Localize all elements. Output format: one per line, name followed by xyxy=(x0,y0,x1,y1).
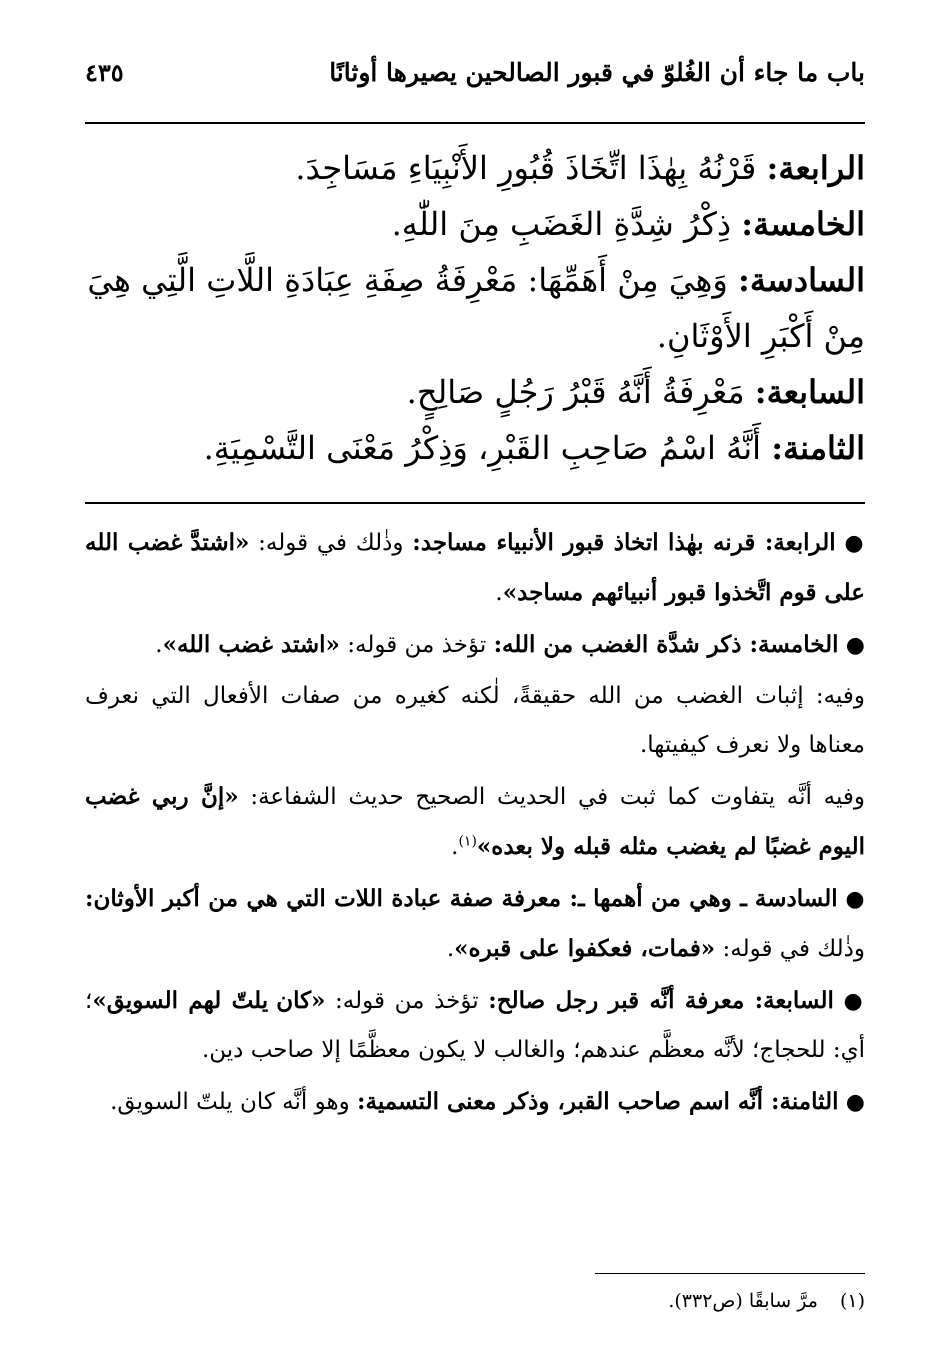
matn-body: قَرْنُهُ بِهٰذَا اتِّخَاذَ قُبُورِ الأَنْبِيَاءِ مَسَاجِدَ. xyxy=(295,149,767,187)
matn-line xyxy=(85,420,865,476)
commentary-text: وفيه أنَّه يتفاوت كما ثبت في الحديث الصحيح حديث الشفاعة: xyxy=(238,784,865,810)
commentary-text: وهو أنَّه كان يلتّ السويق. xyxy=(110,1089,358,1115)
commentary-paragraph xyxy=(85,976,865,1075)
commentary-text: وذٰلك في قوله: xyxy=(715,936,865,962)
hadith-quote: «إنَّ ربي غضب اليوم غضبًا لم يغضب مثله قبله ولا بعده» xyxy=(85,783,865,860)
bullet-icon: ● xyxy=(843,989,865,1014)
commentary-text: وذٰلك في قوله: xyxy=(249,530,413,556)
page-header xyxy=(85,58,865,98)
matn-line xyxy=(85,364,865,420)
commentary-paragraph xyxy=(85,518,865,618)
footnote-text: مرَّ سابقًا (ص٣٣٢). xyxy=(668,1290,818,1312)
running-title: باب ما جاء أن الغُلوّ في قبور الصالحين يصيرها أوثانًا xyxy=(329,58,865,87)
commentary-text: . xyxy=(155,632,163,658)
matn-label: الرابعة: xyxy=(766,149,865,187)
commentary-heading: الثامنة: أنَّه اسم صاحب القبر، وذكر معنى التسمية: xyxy=(357,1088,839,1115)
commentary-text: وفيه: إثبات الغضب من الله حقيقةً، لٰكنه كغيره من صفات الأفعال التي نعرف معناها ولا نعرف كيفيتها. xyxy=(85,683,865,758)
commentary-paragraph xyxy=(85,772,865,872)
page-number: ٤٣٥ xyxy=(85,58,124,87)
footnote xyxy=(85,1290,865,1312)
matn-label: الثامنة: xyxy=(771,429,865,467)
section-rule xyxy=(85,502,865,504)
commentary-text: . xyxy=(495,580,503,606)
matn-line xyxy=(85,252,865,364)
hadith-quote: «اشتد غضب الله» xyxy=(162,631,340,658)
commentary-text: ؛ أي: للحجاج؛ لأنَّه معظَّم عندهم؛ والغالب لا يكون معظَّمًا إلا صاحب دين. xyxy=(85,988,865,1063)
matn-label: السادسة: xyxy=(738,261,865,299)
matn-body: ذِكْرُ شِدَّةِ الغَضَبِ مِنَ اللّٰهِ. xyxy=(391,205,742,243)
bullet-icon: ● xyxy=(845,1090,865,1115)
matn-label: السابعة: xyxy=(754,373,865,411)
commentary-paragraph xyxy=(85,672,865,770)
header-rule xyxy=(85,122,865,124)
matn-label: الخامسة: xyxy=(741,205,865,243)
footnote-number: (١) xyxy=(839,1290,865,1312)
matn-body: أَنَّهُ اسْمُ صَاحِبِ القَبْرِ، وَذِكْرُ مَعْنَى التَّسْمِيَةِ. xyxy=(203,429,772,467)
commentary-text: . xyxy=(446,936,455,962)
matn-line xyxy=(85,140,865,196)
footnote-rule xyxy=(595,1273,865,1274)
hadith-quote: «كان يلتّ لهم السويق» xyxy=(92,987,326,1014)
commentary-paragraph xyxy=(85,874,865,974)
commentary-heading: السابعة: معرفة أنَّه قبر رجل صالح: xyxy=(488,987,834,1014)
bullet-icon: ● xyxy=(845,887,865,912)
matn-body: وَهِيَ مِنْ أَهَمِّهَا: مَعْرِفَةُ صِفَةِ عِبَادَةِ اللَّاتِ الَّتِي هِيَ مِنْ أَكْبَرِ الأَوْثَانِ. xyxy=(87,261,865,355)
commentary-text: تؤخذ من قوله: xyxy=(325,988,489,1014)
bullet-icon: ● xyxy=(845,633,865,658)
hadith-quote: «اشتدَّ غضب الله على قوم اتَّخذوا قبور أنبيائهم مساجد» xyxy=(85,529,865,606)
matn-line xyxy=(85,196,865,252)
hadith-quote: «فمات، فعكفوا على قبره» xyxy=(454,935,716,962)
bullet-icon: ● xyxy=(844,531,866,556)
commentary-heading: السادسة ـ وهي من أهمها ـ: معرفة صفة عبادة اللات التي هي من أكبر الأوثان: xyxy=(85,885,838,912)
commentary xyxy=(85,518,865,1129)
commentary-paragraph xyxy=(85,1077,865,1127)
commentary-heading: الخامسة: ذكر شدَّة الغضب من الله: xyxy=(493,631,839,658)
commentary-paragraph xyxy=(85,620,865,670)
commentary-text: . xyxy=(451,834,459,860)
matn-body: مَعْرِفَةُ أَنَّهُ قَبْرُ رَجُلٍ صَالِحٍ. xyxy=(406,373,755,411)
commentary-heading: الرابعة: قرنه بهٰذا اتخاذ قبور الأنبياء مساجد: xyxy=(412,529,836,556)
matn-text xyxy=(85,140,865,476)
commentary-text: تؤخذ من قوله: xyxy=(339,632,494,658)
footnote-reference[interactable]: (١) xyxy=(458,833,477,850)
